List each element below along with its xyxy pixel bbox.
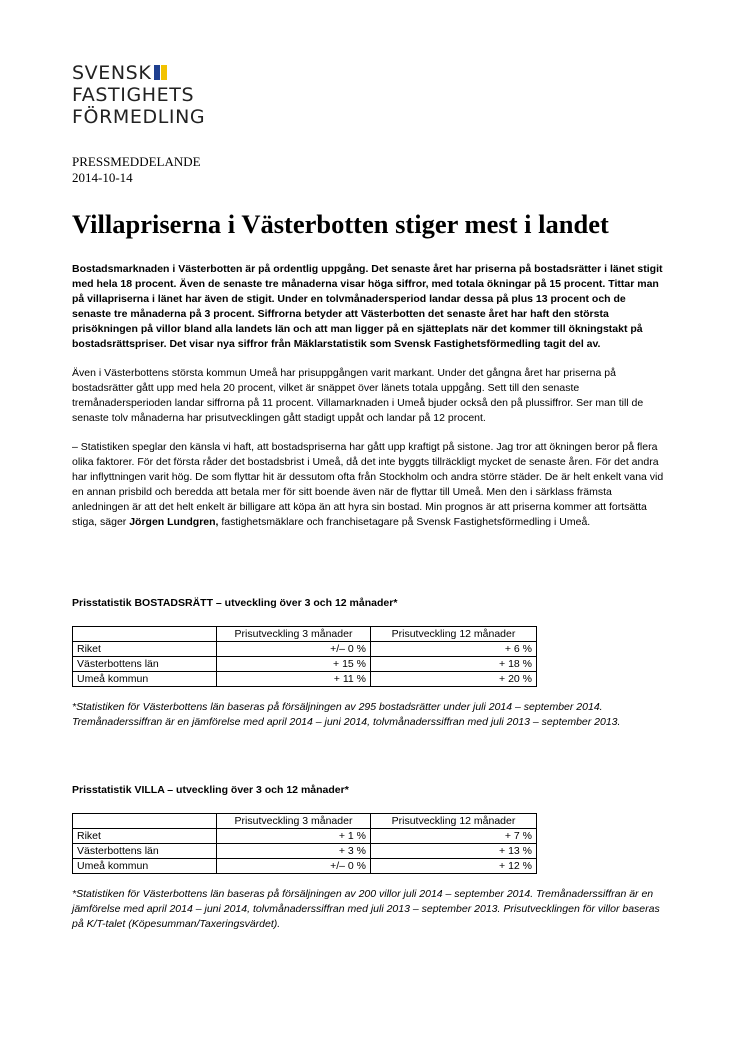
table-cell-12m: + 7 % <box>371 829 537 844</box>
table-cell-3m: + 15 % <box>217 657 371 672</box>
document-date: 2014-10-14 <box>72 170 133 185</box>
table-header-cell: Prisutveckling 12 månader <box>371 814 537 829</box>
table-row <box>73 672 537 687</box>
table-cell-3m: +/– 0 % <box>217 859 371 874</box>
table-cell-region: Riket <box>73 642 217 657</box>
table-cell-3m: + 11 % <box>217 672 371 687</box>
table-cell-12m: + 20 % <box>371 672 537 687</box>
company-logo <box>72 62 205 128</box>
body-paragraph: Även i Västerbottens största kommun Umeå har prisuppgången varit markant. Under det gångna året har priserna på bostadsrätter gått upp med hela 20 procent, vilket är snäppet över länets totala uppgång. Sett till den senaste tremånadersperioden landar siffrorna på 11 procent. Villamarknaden i Umeå bjuder också den på plussiffror. Ser man till de senaste tolv månaderna har prisutvecklingen gått stadigt uppåt och landar på 12 procent. <box>72 367 644 424</box>
table-cell-region: Västerbottens län <box>73 844 217 859</box>
quote-paragraph <box>72 440 667 530</box>
logo-line-2: FASTIGHETS <box>72 84 195 106</box>
villa-table-title: Prisstatistik VILLA – utveckling över 3 och 12 månader* <box>72 784 349 796</box>
quote-speaker: Jörgen Lundgren, <box>129 516 219 528</box>
table-cell-3m: + 3 % <box>217 844 371 859</box>
quote-speaker-role: fastighetsmäklare och franchisetagare på Svensk Fastighetsförmedling i Umeå. <box>218 516 591 528</box>
table-header-cell: Prisutveckling 3 månader <box>217 627 371 642</box>
table-cell-region: Umeå kommun <box>73 859 217 874</box>
headline: Villapriserna i Västerbotten stiger mest i landet <box>72 209 609 239</box>
villa-table <box>72 813 537 874</box>
table-header-cell <box>73 814 217 829</box>
table-cell-12m: + 13 % <box>371 844 537 859</box>
table-header-cell: Prisutveckling 12 månader <box>371 627 537 642</box>
table-cell-region: Umeå kommun <box>73 672 217 687</box>
lead-paragraph: Bostadsmarknaden i Västerbotten är på ordentlig uppgång. Det senaste året har priserna på bostadsrätter i länet stigit med hela 18 procent. Även de senaste tre månaderna visar höga siffror, med totala ökningar på 15 procent. Tittar man på villapriserna i länet har även de stigit. Under en tolvmånadersperiod landar dessa på plus 13 procent och de senaste tre månaderna på 3 procent. Siffrorna betyder att Västerbotten det senaste året har haft den största prisökningen på villor bland alla landets län och att man ligger på en sjätteplats när det kommer till ökningstakt på bostadsrättspriser. Det visar nya siffror från Mäklarstatistik som Svensk Fastighetsförmedling tagit del av. <box>72 263 663 350</box>
article-body <box>72 262 667 544</box>
document-meta <box>72 154 201 186</box>
bostadsratt-footnote: *Statistiken för Västerbottens län baseras på försäljningen av 295 bostadsrätter under juli 2014 – september 2014. Tremånaderssiffran är en jämförelse med april 2014 – juni 2014, tolvmånaderssiffran med juli 2013 – september 2013. <box>72 701 621 728</box>
table-cell-12m: + 6 % <box>371 642 537 657</box>
table-cell-3m: +/– 0 % <box>217 642 371 657</box>
table-cell-region: Västerbottens län <box>73 657 217 672</box>
table-row <box>73 829 537 844</box>
logo-line-3: FÖRMEDLING <box>72 106 206 128</box>
quote-text: – Statistiken speglar den känsla vi haft, att bostadspriserna har gått upp kraftigt på sistone. Jag tror att ökningen beror på flera olika faktorer. För det första råder det bostadsbrist i Umeå, då det inte byggts tillräckligt mycket de senaste åren. För det andra har inflyttningen varit hög. De som flyttar hit är dessutom ofta från Stockholm och andra större städer. De är helt enkelt vana vid en annan prisbild och beredda att betala mer för sitt boende även när de flyttar till Umeå. Men den i särklass främsta anledningen är att det helt enkelt är billigare att köpa än att hyra sin bostad. Min prognos är att priserna kommer att fortsätta stiga, säger <box>72 441 664 528</box>
table-header-row <box>73 814 537 829</box>
table-row <box>73 642 537 657</box>
table-header-cell: Prisutveckling 3 månader <box>217 814 371 829</box>
table-cell-3m: + 1 % <box>217 829 371 844</box>
logo-line-1: SVENSK <box>72 62 205 84</box>
bostadsratt-table <box>72 626 537 687</box>
table-cell-region: Riket <box>73 829 217 844</box>
table-cell-12m: + 12 % <box>371 859 537 874</box>
document-type: PRESSMEDDELANDE <box>72 154 201 169</box>
villa-footnote: *Statistiken för Västerbottens län baseras på försäljningen av 200 villor juli 2014 – september 2014. Tremånaderssiffran är en jämförelse med april 2014 – juni 2014, tolvmånaderssiffran med juli 2013 – september 2013. Prisutvecklingen för villor baseras på K/T-talet (Köpesumman/Taxeringsvärdet). <box>72 888 660 930</box>
bostadsratt-section <box>72 596 667 730</box>
table-row <box>73 844 537 859</box>
swedish-flag-icon <box>154 63 167 78</box>
table-row <box>73 657 537 672</box>
villa-section <box>72 783 667 932</box>
table-row <box>73 859 537 874</box>
table-header-cell <box>73 627 217 642</box>
table-cell-12m: + 18 % <box>371 657 537 672</box>
bostadsratt-table-title: Prisstatistik BOSTADSRÄTT – utveckling över 3 och 12 månader* <box>72 597 398 609</box>
table-header-row <box>73 627 537 642</box>
